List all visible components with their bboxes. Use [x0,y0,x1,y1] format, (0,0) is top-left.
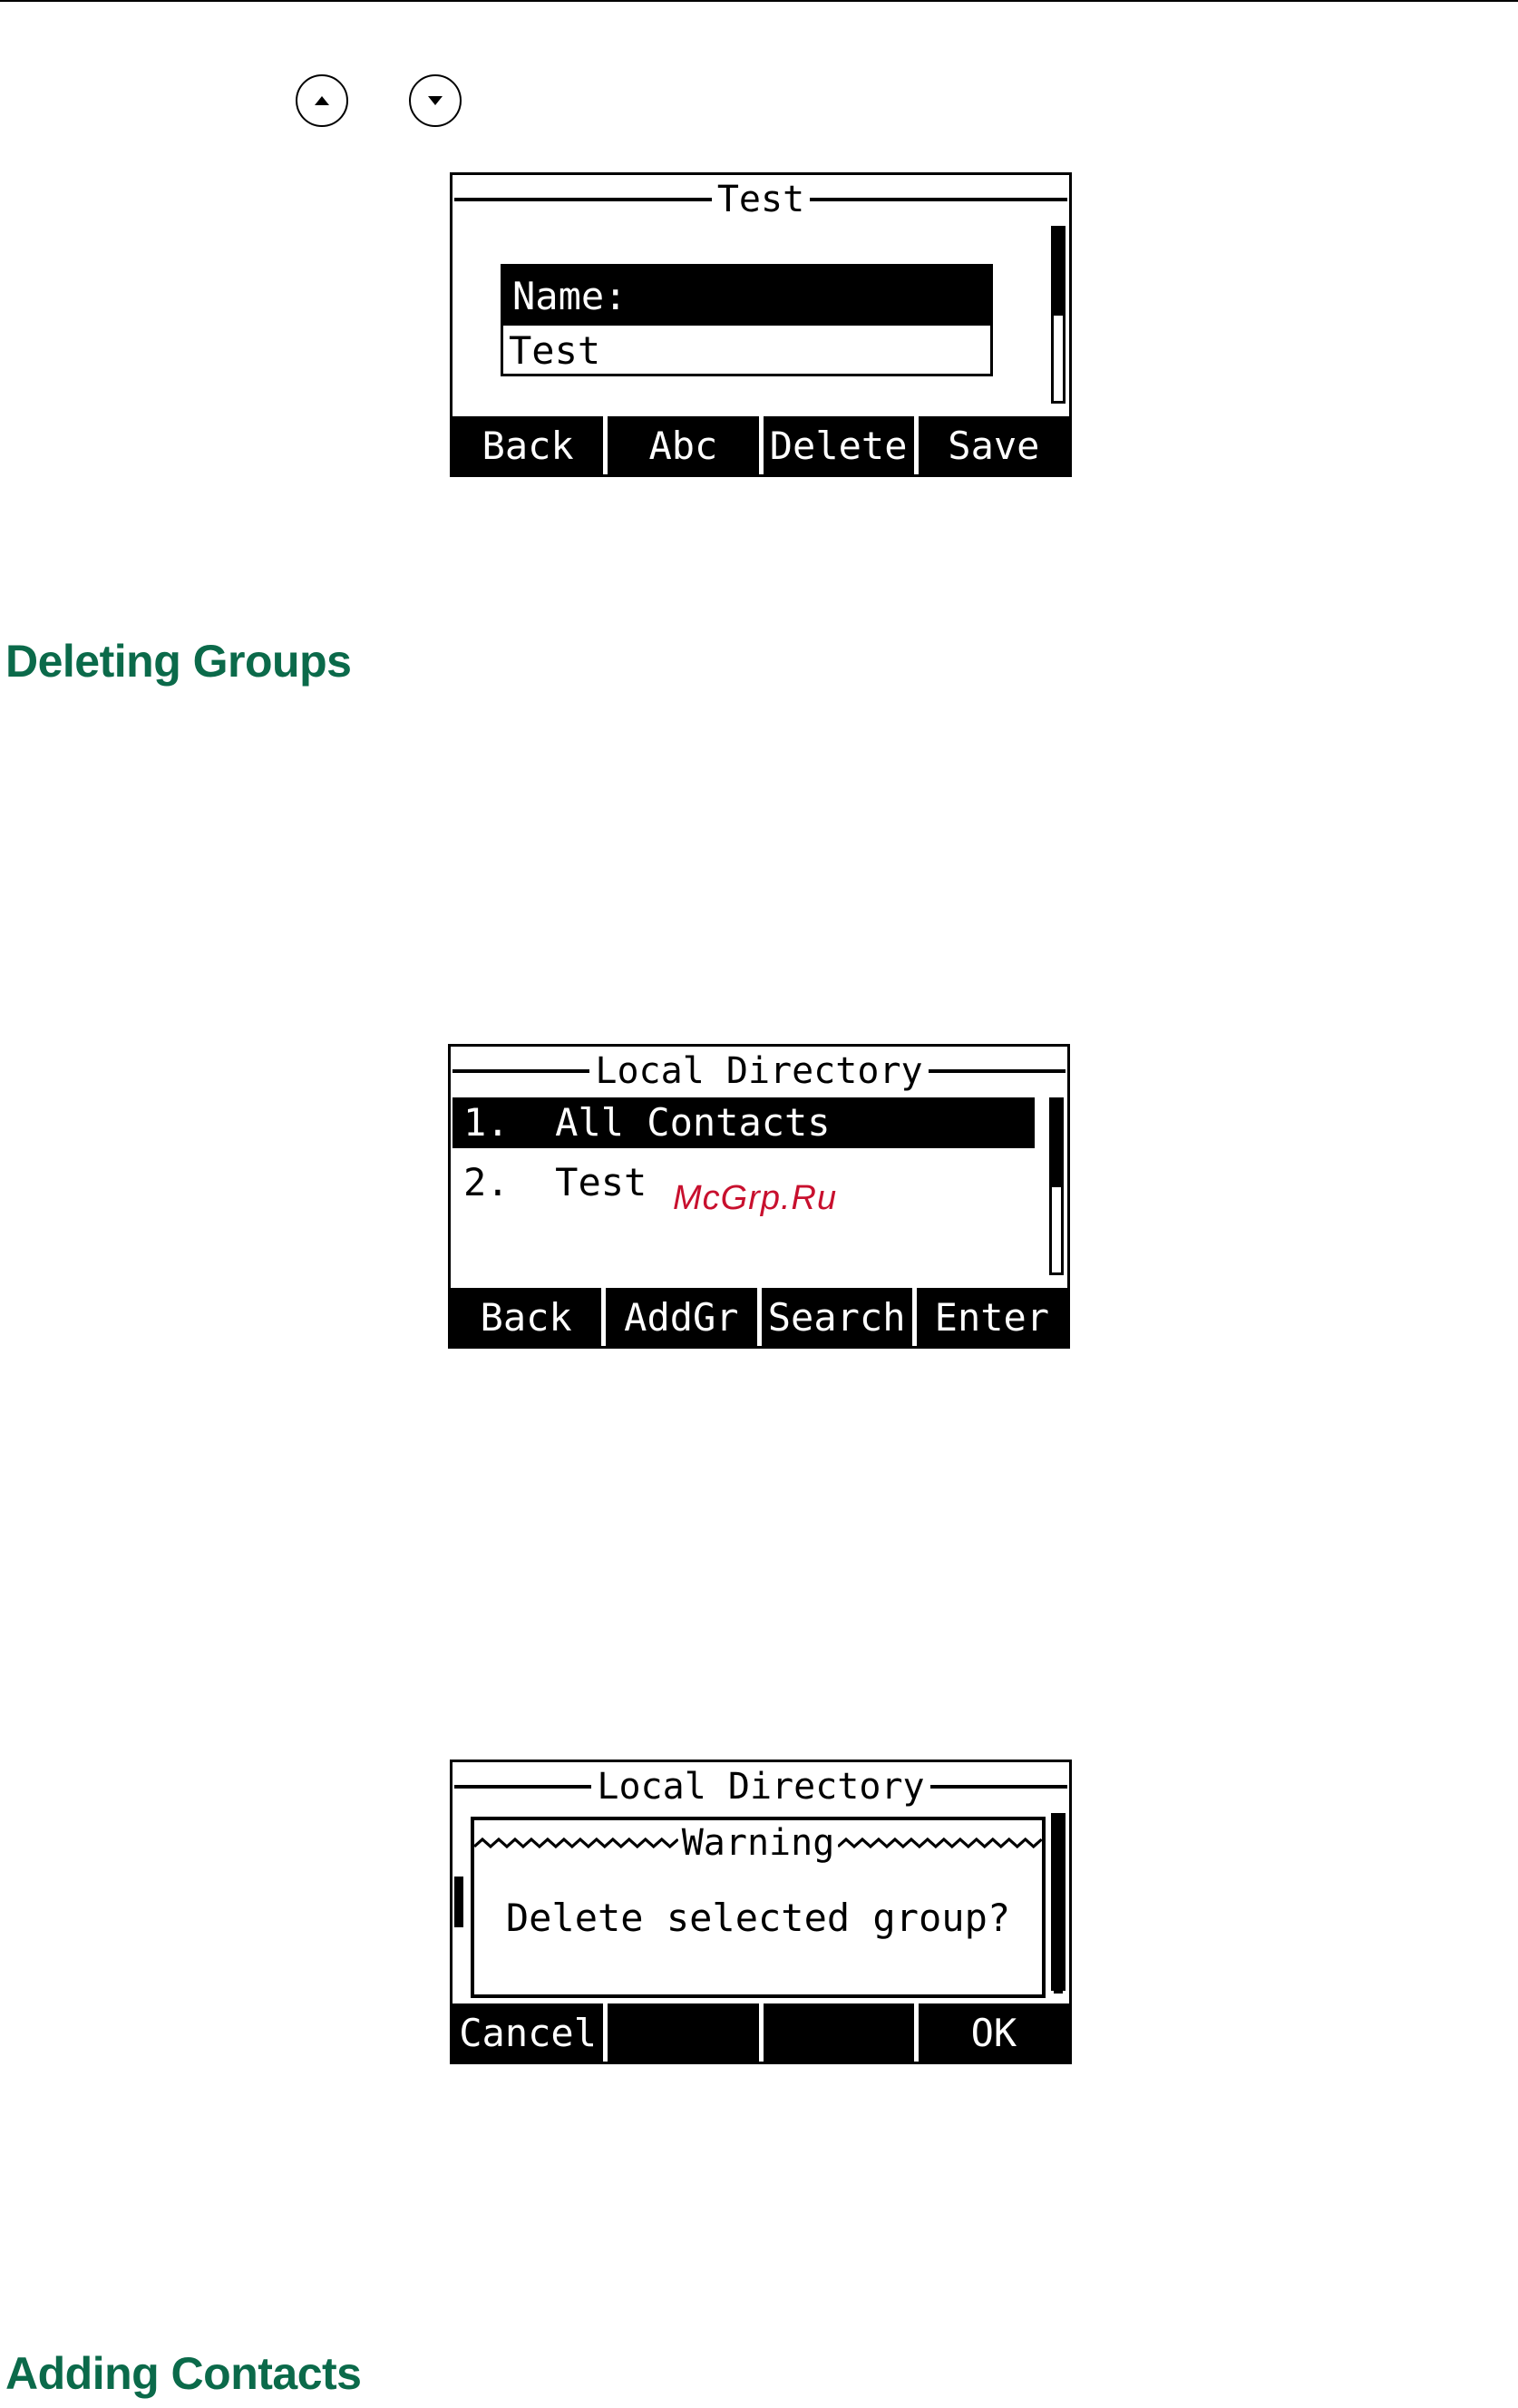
softkey-bar [451,1288,1067,1346]
screen-title-bar [454,1766,1067,1808]
list-item[interactable] [452,1097,1035,1148]
list-item[interactable] [452,1157,647,1208]
list-item-label: All Contacts [555,1100,831,1145]
screen-title: Local Directory [597,1766,925,1808]
wavy-border-left [474,1837,678,1849]
wavy-border-right [838,1837,1042,1849]
section-heading-deleting-groups: Deleting Groups [5,636,352,687]
softkey-bar [452,2003,1069,2062]
warning-dialog [471,1817,1046,1998]
screen-title-bar [454,179,1067,220]
enter-softkey[interactable]: Enter [917,1288,1067,1346]
softkey-bar [452,416,1069,474]
screen-title: Local Directory [595,1050,923,1092]
empty-softkey[interactable] [764,2003,914,2062]
abc-softkey[interactable]: Abc [608,416,758,474]
dialog-message: Delete selected group? [505,1896,1011,1940]
name-field-label: Name: [503,267,990,326]
add-group-softkey[interactable]: AddGr [606,1288,756,1346]
scroll-thumb[interactable] [1054,1816,1063,1994]
down-arrow-key-icon [409,74,462,127]
scrollbar[interactable] [1051,226,1066,404]
list-item-number: 2. [463,1160,510,1204]
dialog-title: Warning [681,1822,835,1864]
cancel-softkey[interactable]: Cancel [452,2003,603,2062]
search-softkey[interactable]: Search [762,1288,912,1346]
save-softkey[interactable]: Save [919,416,1069,474]
name-input[interactable]: Test [509,328,601,373]
list-item-number: 1. [463,1100,510,1145]
section-heading-adding-contacts: Adding Contacts [5,2348,362,2399]
scrollbar[interactable] [1051,1813,1066,1991]
scroll-thumb[interactable] [1052,1100,1061,1187]
back-softkey[interactable]: Back [452,416,603,474]
phone-screen-delete-warning [450,1760,1072,2064]
dialog-title-bar [474,1820,1042,1866]
ok-softkey[interactable]: OK [919,2003,1069,2062]
screen-title: Test [716,179,805,220]
page-top-rule [0,0,1518,2]
scrollbar[interactable] [1049,1097,1064,1275]
screen-title-bar [452,1050,1066,1092]
name-field-box [501,264,993,376]
empty-softkey[interactable] [608,2003,758,2062]
scroll-thumb[interactable] [1054,229,1063,316]
list-item-label: Test [555,1160,647,1204]
up-arrow-key-icon [296,74,348,127]
watermark-text: McGrp.Ru [673,1179,838,1217]
back-softkey[interactable]: Back [451,1288,601,1346]
delete-softkey[interactable]: Delete [764,416,914,474]
phone-screen-edit-group [450,172,1072,477]
selection-marker [454,1877,463,1927]
